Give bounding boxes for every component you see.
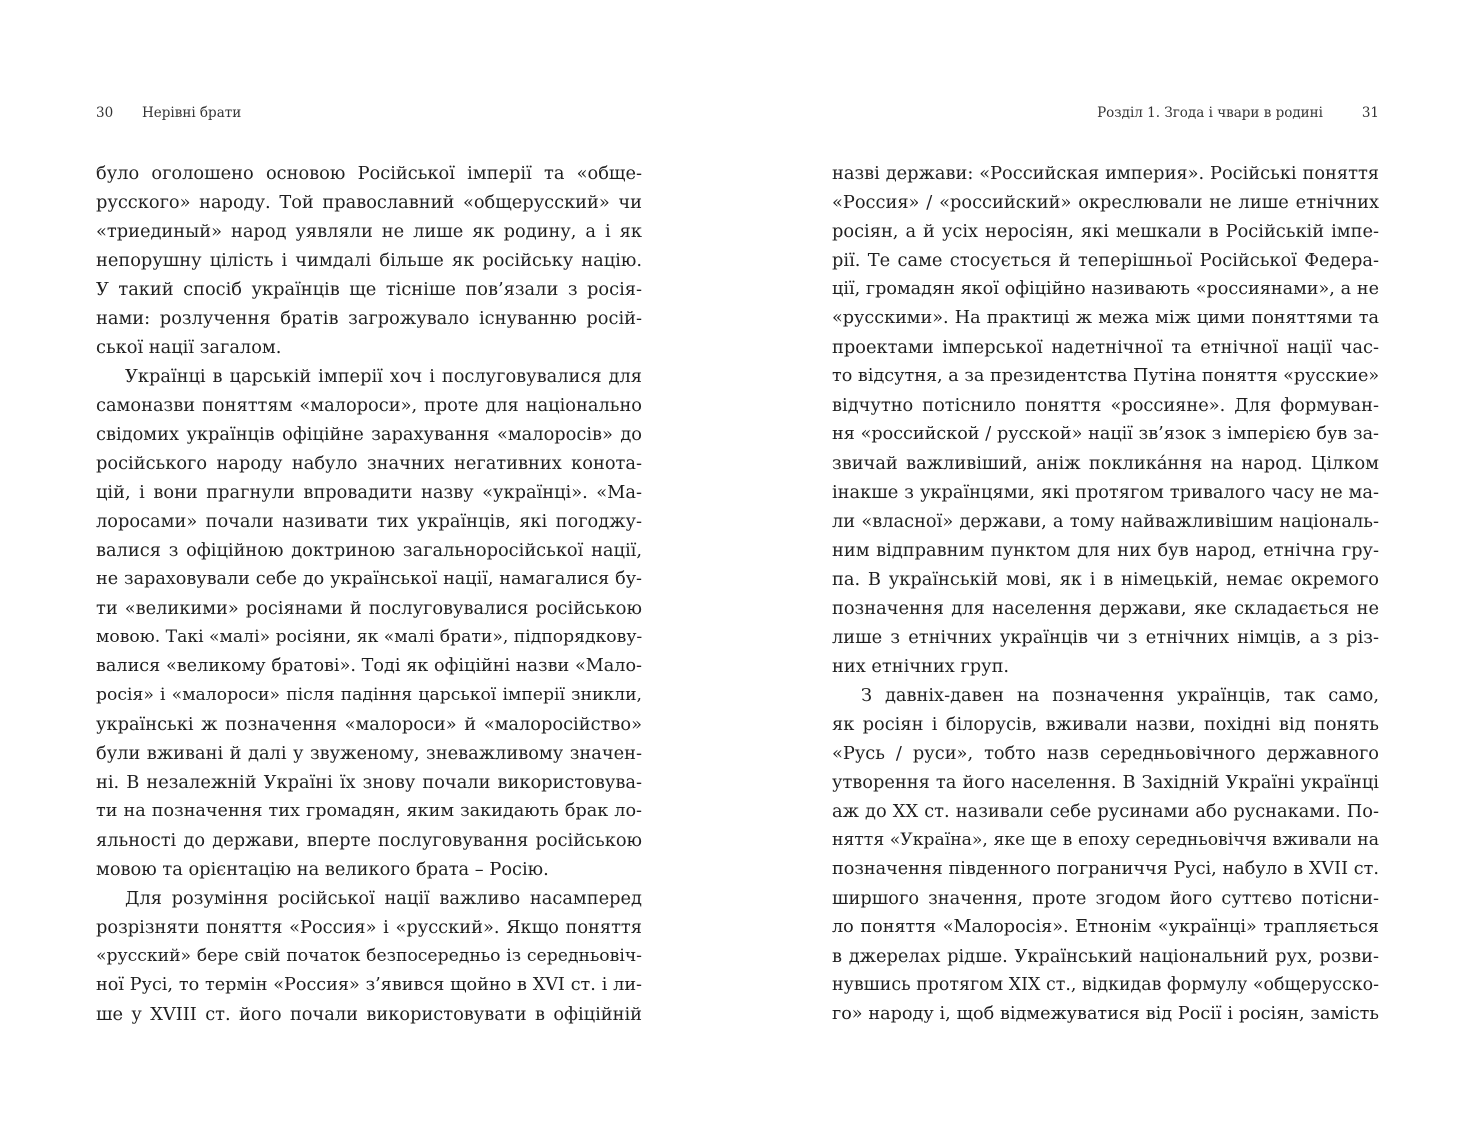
text-line: ської нації загалом. bbox=[96, 337, 282, 358]
text-line: росія» і «малороси» після падіння царської імперії зникли, bbox=[96, 685, 642, 705]
text-line: «русскими». На практиці ж межа між цими поняттями та bbox=[832, 308, 1379, 328]
text-line: ні. В незалежній Україні їх знову почали використовува- bbox=[96, 772, 642, 793]
left-running-title: Нерівні брати bbox=[142, 105, 242, 121]
text-line: У такий спосіб українців ще тісніше пов’язали з росія- bbox=[96, 279, 642, 300]
text-line: російського народу набуло значних негативних конота- bbox=[96, 453, 642, 474]
text-line: цій, і вони прагнули впровадити назву «українці». «Ма- bbox=[96, 482, 642, 503]
text-line: рії. Те саме стосується й теперішньої Російської Федера- bbox=[832, 250, 1379, 271]
left-body-text bbox=[96, 159, 642, 1029]
text-line: розрізняти поняття «Россия» і «русский». Якщо поняття bbox=[96, 917, 642, 938]
text-line: не зараховували себе до української нації, намагалися бу- bbox=[96, 569, 642, 589]
text-line: ше у XVIII ст. його почали використовувати в офіційній bbox=[96, 1004, 642, 1025]
text-line: ти «великими» росіянами й послуговувалися російською bbox=[96, 598, 642, 619]
text-line: позначення для населення держави, яке складається не bbox=[832, 598, 1379, 619]
text-line: яльності до держави, вперте послуговування російською bbox=[96, 830, 642, 851]
text-line: як росіян і білорусів, вживали назви, похідні від понять bbox=[832, 714, 1379, 735]
text-line: «триединый» народ уявляли не лише як родину, а і як bbox=[96, 221, 642, 242]
text-line: ції, громадян якої офіційно називають «россиянами», а не bbox=[832, 279, 1379, 299]
text-line: валися «великому братові». Тоді як офіційні назви «Мало- bbox=[96, 656, 642, 676]
text-line: то відсутня, а за президентства Путіна поняття «русские» bbox=[832, 366, 1380, 386]
text-line: мовою. Такі «малі» росіяни, як «малі брати», підпорядкову- bbox=[96, 627, 643, 647]
text-line: мовою та орієнтацію на великого брата – Росію. bbox=[96, 859, 549, 880]
text-line: «Русь / руси», тобто назв середньовічного державного bbox=[832, 743, 1379, 764]
text-line: позначення південного пограниччя Русі, набуло в XVII ст. bbox=[832, 859, 1379, 879]
text-line: «Россия» / «российский» окреслювали не лише етнічних bbox=[832, 192, 1379, 213]
text-line: аж до XX ст. називали себе русинами або руснаками. По- bbox=[832, 801, 1379, 822]
right-running-title: Розділ 1. Згода і чвари в родині bbox=[1097, 105, 1323, 121]
text-line: них етнічних груп. bbox=[832, 656, 1010, 677]
text-line: па. В українській мові, як і в німецькій, немає окремого bbox=[832, 569, 1379, 590]
text-line: Для розуміння російської нації важливо насамперед bbox=[125, 888, 642, 909]
text-line: ним відправним пунктом для них був народ, етнічна гру- bbox=[832, 540, 1379, 561]
text-line: нувшись протягом XIX ст., відкидав формулу «общерусско- bbox=[832, 975, 1379, 995]
left-page-number: 30 bbox=[96, 105, 114, 121]
text-line: ти на позначення тих громадян, яким закидають брак ло- bbox=[96, 801, 642, 821]
text-line: непорушну цілість і чимдалі більше як російську націю. bbox=[96, 250, 642, 271]
text-line: русского» народу. Той православний «общерусский» чи bbox=[96, 192, 642, 213]
text-line: З давніх-давен на позначення українців, так само, bbox=[861, 685, 1379, 706]
text-line: ло поняття «Малоросія». Етнонім «українці» трапляється bbox=[832, 917, 1379, 937]
text-line: ня «российской / русской» нації зв’язок з імперією був за- bbox=[832, 424, 1379, 444]
text-line: самоназви поняттям «малороси», проте для національно bbox=[96, 395, 642, 416]
text-line: го» народу і, щоб відмежуватися від Росії і росіян, замість bbox=[832, 1004, 1379, 1024]
right-body-text bbox=[832, 159, 1379, 1029]
text-line: утворення та його населення. В Західній Україні українці bbox=[832, 772, 1379, 793]
right-page-number: 31 bbox=[1361, 105, 1379, 121]
text-line: лоросами» почали називати тих українців, які погоджу- bbox=[96, 511, 642, 532]
text-line: українські ж позначення «малороси» й «малоросійство» bbox=[96, 714, 642, 735]
text-line: відчутно потіснило поняття «россияне». Для формуван- bbox=[832, 395, 1379, 416]
text-line: назві держави: «Российская империя». Російські поняття bbox=[832, 163, 1379, 184]
right-page bbox=[832, 0, 1379, 1134]
left-page bbox=[96, 0, 642, 1134]
text-line: росіян, а й усіх неросіян, які мешкали в Російській імпе- bbox=[832, 221, 1379, 242]
text-line: няття «Україна», яке ще в епоху середньовіччя вживали на bbox=[832, 830, 1379, 850]
text-line: проектами імперської надетнічної та етнічної нації час- bbox=[832, 337, 1379, 358]
text-line: інакше з українцями, які протягом тривалого часу не ма- bbox=[832, 482, 1379, 503]
text-line: в джерелах рідше. Український національний рух, розви- bbox=[832, 946, 1379, 967]
text-line: свідомих українців офіційне зарахування «малоросів» до bbox=[96, 424, 642, 445]
text-line: лише з етнічних українців чи з етнічних німців, а з різ- bbox=[832, 627, 1379, 648]
text-line: ли «власної» держави, а тому найважливішим національ- bbox=[832, 511, 1379, 532]
text-line: ширшого значення, проте згодом його суттєво потісни- bbox=[832, 888, 1379, 909]
text-line: нами: розлучення братів загрожувало існуванню росій- bbox=[96, 308, 642, 329]
text-line: звичай важливіший, аніж поклика́ння на народ. Цілком bbox=[832, 453, 1379, 474]
text-line: було оголошено основою Російської імперії та «обще- bbox=[96, 163, 642, 184]
text-line: «русский» бере свій початок безпосередньо із середньовіч- bbox=[96, 946, 642, 966]
text-line: ної Русі, то термін «Россия» з’явився щойно в XVI ст. і ли- bbox=[96, 975, 642, 995]
text-line: були вживані й далі у звуженому, зневажливому значен- bbox=[96, 743, 642, 764]
text-line: валися з офіційною доктриною загальноросійської нації, bbox=[96, 540, 642, 561]
text-line: Українці в царській імперії хоч і послуговувалися для bbox=[125, 366, 642, 387]
